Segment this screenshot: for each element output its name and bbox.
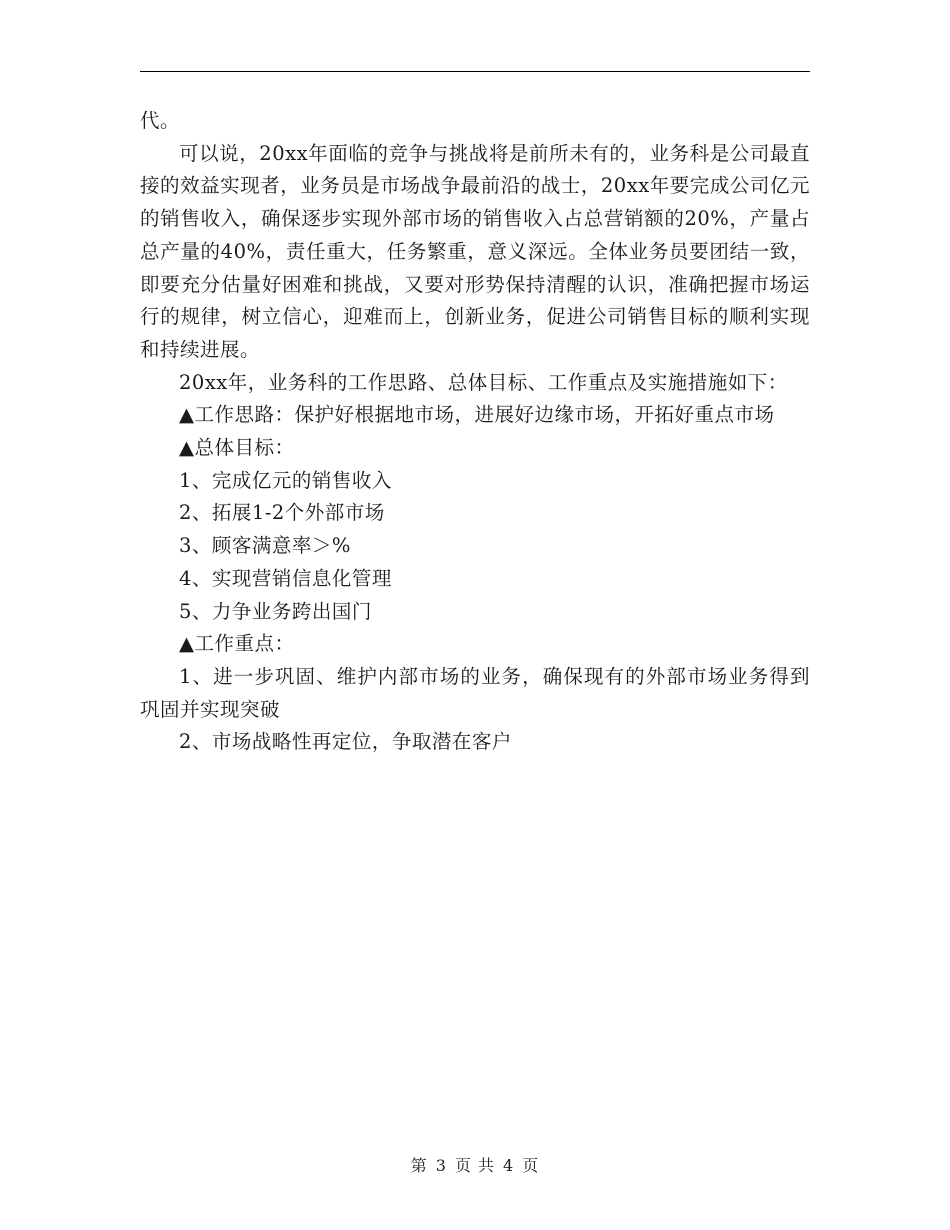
- paragraph-continuation: 代。: [140, 109, 181, 132]
- heading-work-focus: ▲工作重点：: [179, 632, 295, 656]
- footer-prefix: 第: [410, 1156, 428, 1175]
- document-body: [140, 105, 810, 759]
- list-item: 2、市场战略性再定位，争取潜在客户: [179, 730, 512, 754]
- list-item: 4、实现营销信息化管理: [179, 566, 392, 590]
- footer-middle: 页 共: [454, 1156, 496, 1175]
- list-item: 2、拓展1-2个外部市场: [179, 501, 385, 525]
- paragraph-intro: 20xx年，业务科的工作思路、总体目标、工作重点及实施措施如下：: [179, 370, 788, 394]
- list-item: 3、顾客满意率＞%: [179, 534, 351, 558]
- paragraph-work-approach: ▲工作思路：保护好根据地市场，进展好边缘市场，开拓好重点市场: [179, 403, 775, 427]
- page-footer: [0, 1153, 950, 1176]
- heading-overall-goals: ▲总体目标：: [179, 436, 295, 460]
- header-rule: [140, 71, 810, 72]
- list-item: 5、力争业务跨出国门: [179, 599, 372, 623]
- list-item: 1、完成亿元的销售收入: [179, 468, 392, 492]
- footer-total-pages: 4: [503, 1156, 515, 1175]
- footer-suffix: 页: [522, 1156, 540, 1175]
- paragraph-competition: 可以说，20xx年面临的竞争与挑战将是前所未有的，业务科是公司最直接的效益实现者，业务员是市场战争最前沿的战士，20xx年要完成公司亿元的销售收入，确保逐步实现外部市场的销售收入占总营销额的20%，产量占总产量的40%，责任重大，任务繁重，意义深远。全体业务员要团结一致，即要充分估量好困难和挑战，又要对形势保持清醒的认识，准确把握市场运行的规律，树立信心，迎难而上，创新业务，促进公司销售目标的顺利实现和持续进展。: [140, 141, 810, 361]
- footer-current-page: 3: [435, 1156, 447, 1175]
- list-item: 1、进一步巩固、维护内部市场的业务，确保现有的外部市场业务得到巩固并实现突破: [140, 664, 810, 721]
